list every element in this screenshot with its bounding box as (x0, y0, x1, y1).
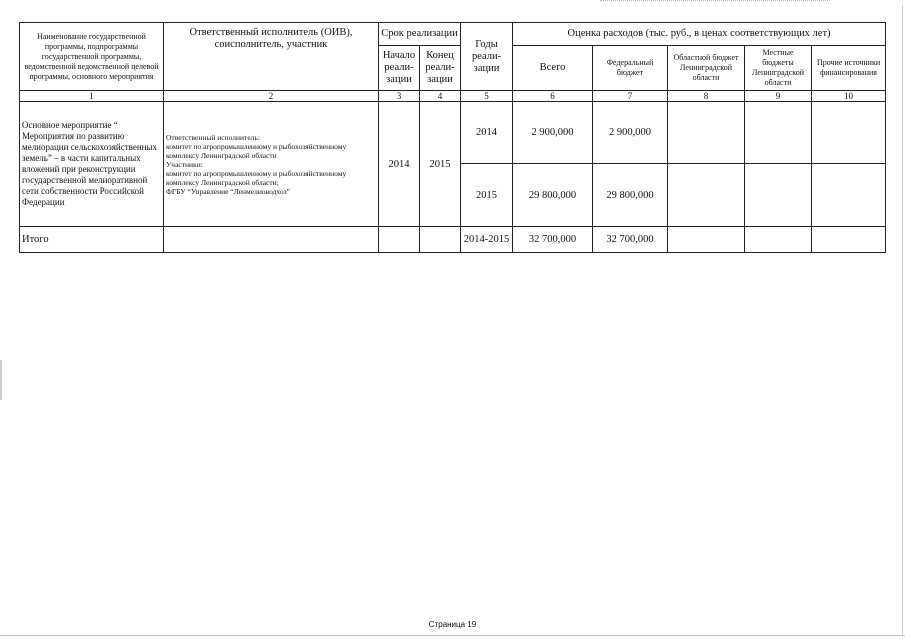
summary-federal: 32 700,000 (593, 227, 668, 253)
column-number: 1 (20, 91, 164, 102)
executor-line: комитет по агропромышленному и рыбохозяйственному комплексу Ленинградской области (166, 141, 347, 160)
row-local (745, 164, 812, 227)
table-row (20, 102, 886, 164)
column-number: 4 (420, 91, 461, 102)
row-total: 2 900,000 (513, 102, 593, 164)
summary-end (420, 227, 461, 253)
row-federal: 29 800,000 (593, 164, 668, 227)
column-number: 7 (593, 91, 668, 102)
row-federal: 2 900,000 (593, 102, 668, 164)
column-number: 5 (461, 91, 513, 102)
summary-label: Итого (20, 227, 164, 253)
row-year: 2015 (461, 164, 513, 227)
scan-artifact-left (0, 360, 2, 400)
executor-line: ФГБУ “Управление “Ленмелиоводхоз” (166, 186, 290, 196)
summary-years: 2014-2015 (461, 227, 513, 253)
summary-executor (164, 227, 379, 253)
header-federal: Федеральный бюджет (593, 46, 668, 91)
header-other: Прочие источники финансирования (812, 46, 886, 91)
column-numbers-row (20, 91, 886, 102)
executor-line: комитет по агропромышленному и рыбохозяйственному комплексу Ленинградской области; (166, 168, 347, 187)
header-start: Начало реали-зации (379, 46, 420, 91)
column-number: 6 (513, 91, 593, 102)
header-name: Наименование государственной программы, подпрограммы государственной программы, ведомственной ведомственной целевой программы, основного мероприятия (20, 23, 164, 91)
column-number: 3 (379, 91, 420, 102)
header-years: Годы реали-зации (461, 23, 513, 91)
activity-executor (164, 102, 379, 227)
executor-line: Ответственный исполнитель: (166, 132, 260, 142)
row-local (745, 102, 812, 164)
column-number: 8 (668, 91, 745, 102)
summary-start (379, 227, 420, 253)
header-regional: Областной бюджет Ленинградской области (668, 46, 745, 91)
column-number: 10 (812, 91, 886, 102)
summary-local (745, 227, 812, 253)
scan-artifact-bottom (0, 635, 905, 636)
scan-artifact-right (902, 5, 903, 635)
summary-row (20, 227, 886, 253)
row-regional (668, 102, 745, 164)
header-period: Срок реализации (379, 23, 461, 46)
expenses-table (19, 22, 886, 253)
row-other (812, 102, 886, 164)
row-total: 29 800,000 (513, 164, 593, 227)
activity-start: 2014 (379, 102, 420, 227)
summary-regional (668, 227, 745, 253)
summary-other (812, 227, 886, 253)
header-executor: Ответственный исполнитель (ОИВ), соисполнитель, участник (164, 23, 379, 91)
activity-end: 2015 (420, 102, 461, 227)
row-other (812, 164, 886, 227)
page-number: Страница 19 (428, 620, 477, 629)
activity-name: Основное мероприятие “ Мероприятия по развитию мелиорации сельскохозяйственных земель” – в части капитальных вложений при реконструкции государственной мелиоративной сети собственности Российской Федерации (20, 102, 164, 227)
executor-line: Участники: (166, 159, 203, 169)
header-costs: Оценка расходов (тыс. руб., в ценах соответствующих лет) (513, 23, 886, 46)
summary-total: 32 700,000 (513, 227, 593, 253)
column-number: 9 (745, 91, 812, 102)
column-number: 2 (164, 91, 379, 102)
row-year: 2014 (461, 102, 513, 164)
header-total: Всего (513, 46, 593, 91)
scan-artifact-top (600, 0, 830, 4)
header-end: Конец реали-зации (420, 46, 461, 91)
header-local: Местные бюджеты Ленинградской области (745, 46, 812, 91)
row-regional (668, 164, 745, 227)
